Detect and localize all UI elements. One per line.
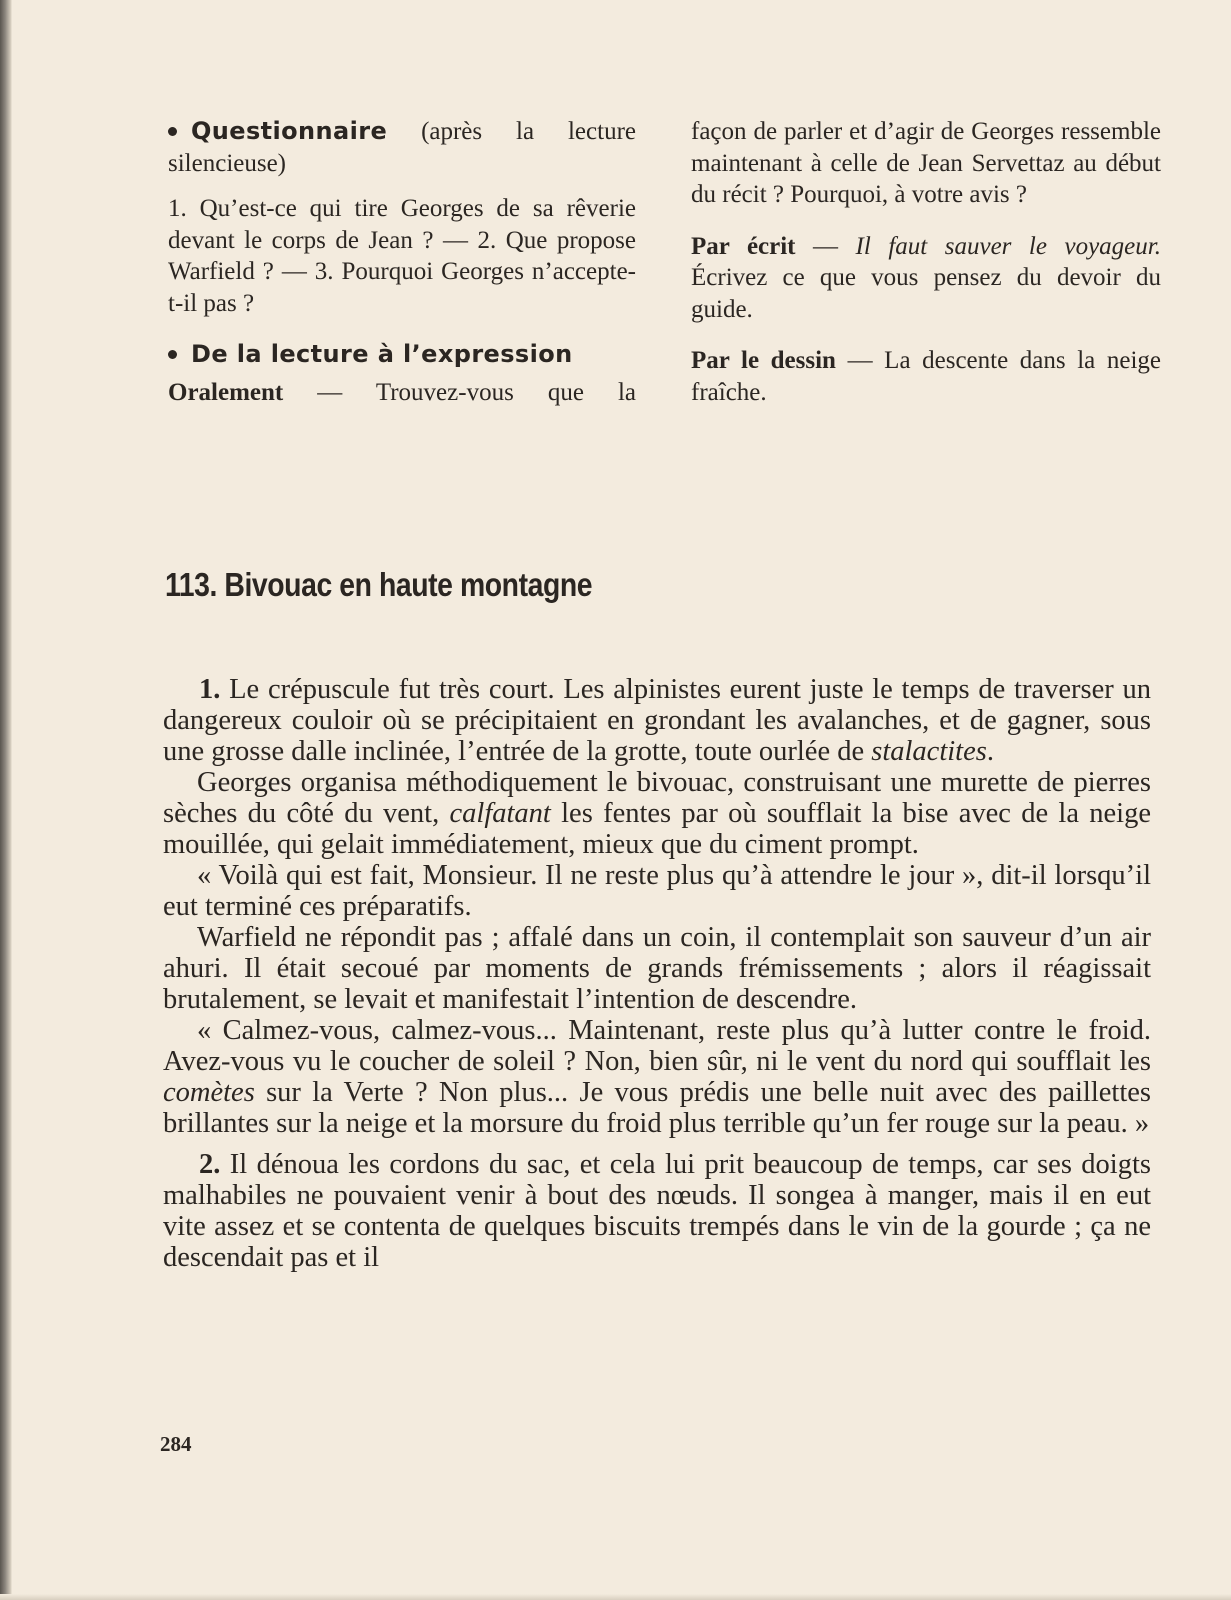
- page-binding-edge: [0, 0, 12, 1600]
- written-text: Écrivez ce que vous pensez du devoir du guide.: [691, 264, 1161, 323]
- paragraph-3: « Voilà qui est fait, Monsieur. Il ne reste plus qu’à attendre le jour », dit-il lorsqu’il eut terminé ces préparatifs.: [163, 860, 1151, 922]
- paragraph-text: « Calmez-vous, calmez-vous... Maintenant, reste plus qu’à lutter contre le froid. Avez-vous vu le coucher de soleil ? Non, bien sûr, ni le vent du nord qui soufflait les: [163, 1015, 1151, 1077]
- written-prompt: Il faut sauver le voyageur.: [855, 232, 1161, 260]
- bullet-icon: [168, 127, 177, 136]
- page-number: 284: [160, 1432, 192, 1456]
- part-number: 2.: [199, 1149, 221, 1180]
- part-number: 1.: [199, 674, 221, 705]
- oral-exercise-start: [168, 377, 636, 409]
- questionnaire-heading: Questionnaire: [191, 117, 388, 145]
- questionnaire-heading-line: [168, 116, 636, 179]
- questionnaire-heading-note: (après la lecture silencieuse): [168, 118, 636, 177]
- drawing-label: Par le dessin: [691, 347, 836, 374]
- expression-heading-line: [168, 339, 636, 371]
- left-column: [168, 116, 636, 408]
- drawing-text: — La descente dans la neige fraîche.: [691, 347, 1161, 406]
- glossary-word: calfatant: [449, 798, 551, 829]
- oral-text-start: — Trouvez-vous que la: [283, 378, 636, 406]
- paragraph-text: Georges organisa méthodiquement le bivouac, construisant une murette de pierres sèches du côté du vent,: [163, 767, 1151, 829]
- glossary-word: stalactites: [871, 736, 987, 767]
- expression-heading: De la lecture à l’expression: [191, 340, 573, 368]
- drawing-exercise: [691, 345, 1161, 408]
- glossary-word: comètes: [163, 1077, 255, 1108]
- paragraph-1: [163, 674, 1151, 767]
- questionnaire-questions: 1. Qu’est-ce qui tire Georges de sa rêverie devant le corps de Jean ? — 2. Que propose Warfield ? — 3. Pourquoi Georges n’accepte-t-il pas ?: [168, 195, 636, 317]
- paragraph-text: Il dénoua les cordons du sac, et cela lui prit beaucoup de temps, car ses doigts malhabiles ne pouvaient venir à bout des nœuds. Il songea à manger, mais il en eut vite assez et se contenta de quelques biscuits trempés dans le vin de la gourde ; ça ne descendait pas et il: [163, 1149, 1151, 1273]
- story-text: [163, 674, 1151, 1273]
- section-title: 113. Bivouac en haute montagne: [165, 566, 593, 603]
- paragraph-5: [163, 1015, 1151, 1139]
- oral-exercise-continued: façon de parler et d’agir de Georges ressemble maintenant à celle de Jean Servettaz au début du récit ? Pourquoi, à votre avis ?: [691, 118, 1161, 208]
- paragraph-text: sur la Verte ? Non plus... Je vous prédis une belle nuit avec des paillettes brillantes sur la neige et la morsure du froid plus terrible qu’un fer rouge sur la peau. »: [163, 1077, 1151, 1139]
- paragraph-text: les fentes par où soufflait la bise avec de la neige mouillée, qui gelait immédiatement, mieux que du ciment prompt.: [163, 798, 1151, 860]
- paragraph-text: Le crépuscule fut très court. Les alpinistes eurent juste le temps de traverser un dangereux couloir où se précipitaient en grondant les avalanches, et de gagner, sous une grosse dalle inclinée, l’entrée de la grotte, toute ourlée de: [163, 674, 1151, 767]
- right-column: [691, 116, 1161, 408]
- paragraph-6: [163, 1149, 1151, 1273]
- paragraph-text: .: [986, 736, 994, 767]
- bullet-icon: [168, 350, 177, 359]
- written-dash: —: [795, 232, 856, 260]
- oral-label: Oralement: [168, 378, 284, 406]
- written-exercise: [691, 231, 1161, 326]
- paragraph-4: Warfield ne répondit pas ; affalé dans un coin, il contemplait son sauveur d’un air ahuri. Il était secoué par moments de grands frémissements ; alors il réagissait brutalement, se levait et manifestait l’intention de descendre.: [163, 922, 1151, 1015]
- page-bottom-edge: [0, 1594, 1231, 1600]
- paragraph-2: [163, 767, 1151, 860]
- written-label: Par écrit: [691, 232, 796, 260]
